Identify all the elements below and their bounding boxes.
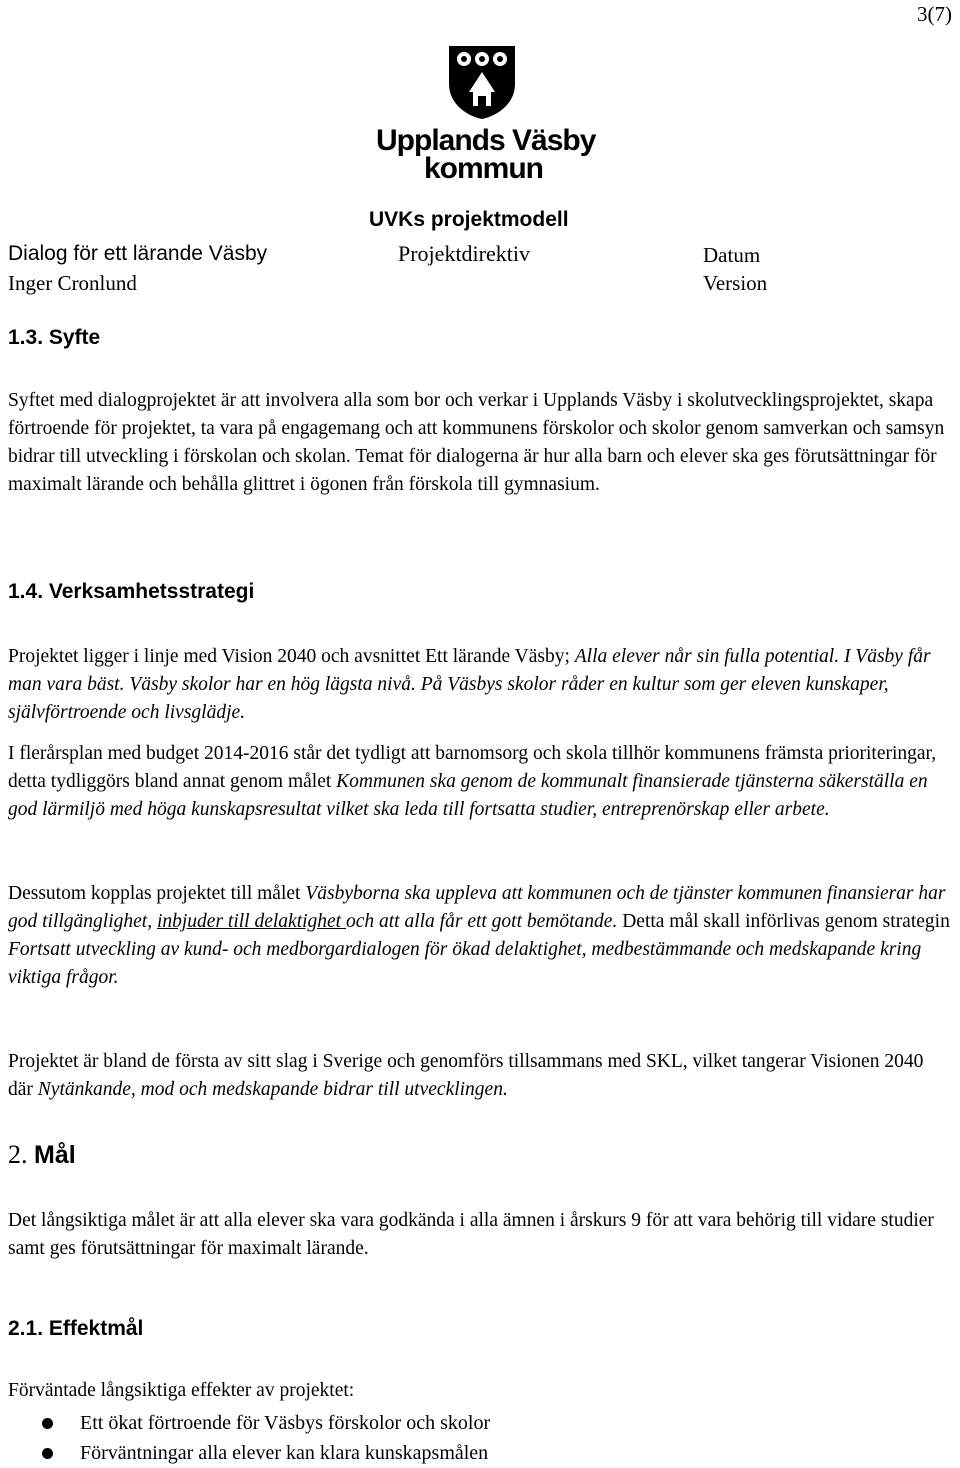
list-item-text: Förväntningar alla elever kan klara kunskapsmålen <box>80 1442 489 1464</box>
effektmal-intro: Förväntade långsiktiga effekter av projektet: <box>8 1380 355 1401</box>
municipality-logo <box>376 44 596 186</box>
project-name: Dialog för ett lärande Väsby <box>8 242 268 265</box>
strategy-p1-plain: Projektet ligger i linje med Vision 2040 och avsnittet Ett lärande Väsby; <box>8 646 575 667</box>
syfte-paragraph <box>8 387 953 499</box>
strategy-p4-italic: Nytänkande, mod och medskapande bidrar till utvecklingen. <box>37 1079 508 1100</box>
strategy-p2-plain: I flerårsplan med budget 2014-2016 står det tydligt att barnomsorg och skola tillhör kommunens främsta prioriteringar, detta tydliggörs bland annat genom målet <box>8 743 937 792</box>
section-heading-effektmal: 2.1. Effektmål <box>8 1317 144 1340</box>
strategy-p3-italic-3: Fortsatt utveckling av kund- och medborgardialogen för ökad delaktighet, medbestämmande och medskapande kring viktiga frågor. <box>8 939 922 988</box>
strategy-p3-italic-underlined: inbjuder till delaktighet <box>156 911 346 932</box>
strategy-p3-italic-2: och att alla får ett gott bemötande. <box>345 911 618 932</box>
version-label: Version <box>703 271 768 295</box>
bullet-icon <box>42 1448 53 1459</box>
coat-of-arms-icon <box>447 44 517 120</box>
page-number: 3(7) <box>917 2 952 26</box>
effektmal-list <box>40 1408 490 1468</box>
logo-text-line1: Upplands Väsby <box>376 124 596 157</box>
list-item-text: Ett ökat förtroende för Väsbys förskolor och skolor <box>80 1412 491 1434</box>
author-name: Inger Cronlund <box>8 271 137 295</box>
strategy-paragraph-3 <box>8 880 953 992</box>
bullet-icon <box>42 1418 53 1429</box>
strategy-p1-italic: Alla elever når sin fulla potential. I Väsby får man vara bäst. Väsby skolor har en hög lägsta nivå. På Väsbys skolor råder en kultur som ger eleven kunskaper, självförtroende och livsglädje. <box>8 646 931 723</box>
section-title: Mål <box>34 1141 76 1169</box>
section-number: 2. <box>8 1140 28 1169</box>
syfte-text-1: Syftet med dialogprojektet är att involvera alla som bor och verkar i Upplands Väsby i skolutvecklingsprojektet, skapa förtroende för projektet, ta vara på engagemang och att kommunens förskolor och skolor genom samverkan och samsyn bidrar till utveckling i förskolan och skolan. <box>8 390 945 467</box>
date-label: Datum <box>703 243 761 267</box>
strategy-p2-italic: Kommunen ska genom de kommunalt finansierade tjänsterna säkerställa en god lärmiljö med höga kunskapsresultat vilket ska leda till fortsatta studier, entreprenörskap eller arbete. <box>8 771 928 820</box>
strategy-paragraph-2 <box>8 740 953 824</box>
strategy-p3-italic-1: Väsbyborna ska uppleva att kommunen och de tjänster kommunen finansierar har god tillgänglighet, <box>8 883 946 932</box>
strategy-p3-plain-1: Dessutom kopplas projektet till målet <box>8 883 306 904</box>
document-type: Projektdirektiv <box>398 241 530 266</box>
strategy-paragraph-4 <box>8 1048 953 1104</box>
model-title: UVKs projektmodell <box>369 208 569 231</box>
syfte-text-2: Temat för dialogerna är hur alla barn och elever ska ges förutsättningar för maximalt lärande och behålla glittret i ögonen från förskola till gymnasium. <box>8 446 937 495</box>
section-heading-syfte: 1.3. Syfte <box>8 326 101 349</box>
strategy-p4-plain: Projektet är bland de första av sitt slag i Sverige och genomförs tillsammans med SKL, vilket tangerar Visionen 2040 där <box>8 1051 924 1100</box>
list-item <box>40 1408 490 1438</box>
strategy-p3-plain-2: Detta mål skall införlivas genom strategin <box>617 911 950 932</box>
strategy-paragraph-1 <box>8 643 953 727</box>
mal-paragraph: Det långsiktiga målet är att alla elever ska vara godkända i alla ämnen i årskurs 9 för att vara behörig till vidare studier samt ges förutsättningar för maximalt lärande. <box>8 1210 934 1259</box>
list-item <box>40 1438 490 1468</box>
section-heading-mal <box>8 1140 76 1170</box>
section-heading-verksamhetsstrategi: 1.4. Verksamhetsstrategi <box>8 580 255 603</box>
logo-text-line2: kommun <box>424 152 544 185</box>
